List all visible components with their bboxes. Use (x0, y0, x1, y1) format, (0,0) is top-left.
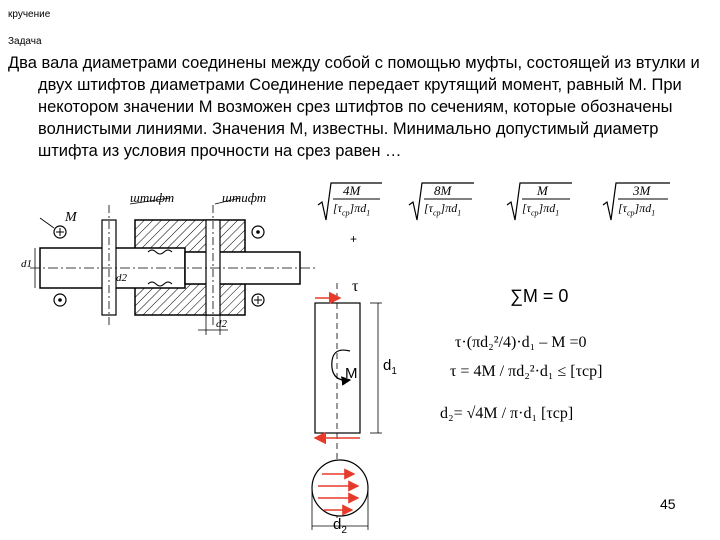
option-1-num: 4M (343, 183, 361, 198)
correct-answer-mark: + (350, 232, 358, 246)
pin-right (206, 220, 220, 315)
drawing-label-shtift-1: штифт (130, 190, 175, 205)
option-2-den: $[\tau_{ср}]\pi d_1$ (424, 201, 462, 218)
option-3-den: $[\tau_{ср}]\pi d_1$ (522, 201, 560, 218)
pin-cross-section (312, 460, 368, 516)
topic-label: кручение (8, 9, 51, 20)
pin-sketch (290, 278, 410, 538)
option-1-den: $[\tau_{ср}]\pi d_1$ (333, 201, 371, 218)
drawing-label-m: M (65, 210, 77, 225)
drawing-label-d1: d1 (21, 258, 32, 270)
drawing-label-d2-top: d2 (116, 272, 127, 284)
option-3-num: M (537, 183, 548, 198)
drawing-label-d2-bottom: d2 (216, 318, 227, 330)
page-number: 45 (660, 496, 676, 512)
stress-equation: τ = 4M / πd₂²·d₁ ≤ [τср] (450, 363, 603, 380)
diameter-equation: d₂= √4M / π·d₁ [τср] (440, 405, 574, 422)
option-4-den: $[\tau_{ср}]\pi d_1$ (618, 201, 656, 218)
d1-label: $d_1$ (383, 357, 397, 377)
option-4-num: 3M (633, 183, 651, 198)
tau-label: τ (352, 278, 359, 295)
drawing-label-shtift-2: штифт (222, 190, 267, 205)
pin-left (102, 220, 116, 315)
shear-equation: τ·(πd₂²/4)·d₁ – M =0 (455, 334, 587, 351)
moment-label: M (345, 365, 358, 382)
problem-text: Два вала диаметрами соединены между собой с помощью муфты, состоящей из втулки и двух штифтов диаметрами Соединение передает крутящий момент, равный М. При некотором значении М возможен срез штифтов по сечениям, которые обозначены волнистыми линиями. Значения М, известны. Минимально допустимый диаметр штифта из условия прочности на срез равен … (8, 54, 700, 160)
d2-label: $d_2$ (333, 516, 347, 536)
sum-equation: ∑M = 0 (510, 286, 569, 306)
section-label: Задача (8, 36, 42, 47)
option-2-num: 8M (434, 183, 452, 198)
